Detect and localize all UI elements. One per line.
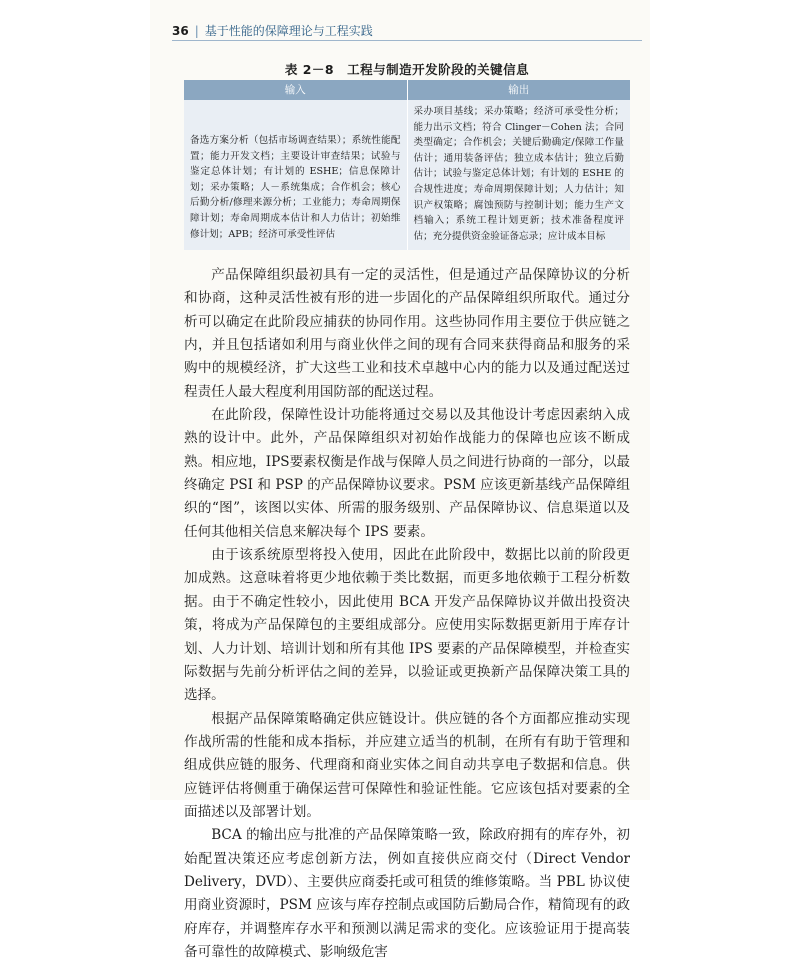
paragraph: 产品保障组织最初具有一定的灵活性，但是通过产品保障协议的分析和协商，这种灵活性被有形的进一步固化的产品保障组织所取代。通过分析可以确定在此阶段应捕获的协同作用。这些协同作用主要位于供应链之内，并且包括诸如利用与商业伙伴之间的现有合同来获得商品和服务的采购中的规模经济，扩大这些工业和技术卓越中心内的能力以及通过配送过程责任人最大程度利用国防部的配送过程。 (184, 267, 630, 400)
paragraph: 根据产品保障策略确定供应链设计。供应链的各个方面都应推动实现作战所需的性能和成本指标，并应建立适当的机制，在所有有助于管理和组成供应链的服务、代理商和商业实体之间自动共享电子数据和信息。供应链评估将侧重于确保运营可保障性和验证性能。它应该包括对要素的全面描述以及部署计划。 (184, 710, 630, 820)
key-info-table (184, 80, 630, 250)
output-cell (408, 100, 631, 250)
column-header-output: 输出 (508, 84, 530, 96)
input-cell-text: 备选方案分析（包括市场调查结果）；系统性能配置；能力开发文档；主要设计审查结果；试验与鉴定总体计划；有计划的 ESHE；信息保障计划；采办策略；人－系统集成；合作机会；核心后勤分析/修理来源分析；工业能力；寿命周期保障计划；寿命周期成本估计和人力估计；初始维修计划；APB；经济可承受性评估 (190, 135, 401, 240)
header-separator: | (194, 23, 199, 38)
input-cell (184, 100, 408, 250)
paragraph: BCA 的输出应与批准的产品保障策略一致，除政府拥有的库存外，初始配置决策还应考虑创新方法，例如直接供应商交付（Direct Vendor Delivery，DVD）、主要供应商委托或可租赁的维修策略。当 PBL 协议使用商业资源时，PSM 应该与库存控制点或国防后勤局合作，精简现有的政府库存，并调整库存水平和预测以满足需求的变化。应该验证用于提高装备可靠性的故障模式、影响级危害 (184, 827, 630, 960)
table-header-row (184, 80, 630, 100)
table-row (184, 100, 630, 250)
running-header (172, 22, 642, 39)
output-cell-text: 采办项目基线；采办策略；经济可承受性分析；能力出示文档；符合 Clinger－Cohen 法；合同类型确定；合作机会；关键后勤确定/保障工作量估计；通用装备评估；独立成本估计；独立后勤估计；试验与鉴定总体计划；有计划的 ESHE 的合规性进度；寿命周期保障计划；人力估计；知识产权策略；腐蚀预防与控制计划；能力生产文档输入；系统工程计划更新；技术准备程度评估；充分提供资金验证备忘录；应计成本目标 (413, 106, 624, 242)
column-header-input: 输入 (184, 80, 408, 100)
header-rule (172, 40, 642, 41)
book-title: 基于性能的保障理论与工程实践 (204, 24, 373, 38)
page-number: 36 (172, 23, 189, 38)
paragraph: 由于该系统原型将投入使用，因此在此阶段中，数据比以前的阶段更加成熟。这意味着将更少地依赖于类比数据，而更多地依赖于工程分析数据。由于不确定性较小，因此使用 BCA 开发产品保障协议并做出投资决策，将成为产品保障包的主要组成部分。应使用实际数据更新用于库存计划、人力计划、培训计划和所有其他 IPS 要素的产品保障模型，并检查实际数据与先前分析评估之间的差异，以验证或更换新产品保障决策工具的选择。 (184, 547, 630, 704)
body-text (184, 264, 630, 964)
paragraph: 在此阶段，保障性设计功能将通过交易以及其他设计考虑因素纳入成熟的设计中。此外，产品保障组织对初始作战能力的保障也应该不断成熟。相应地，IPS要素权衡是作战与保障人员之间进行协商的一部分，以最终确定 PSI 和 PSP 的产品保障协议要求。PSM 应该更新基线产品保障组织的“图”，该图以实体、所需的服务级别、产品保障协议、信息渠道以及任何其他相关信息来解决每个 IPS 要素。 (184, 407, 630, 540)
table-caption: 表 2－8 工程与制造开发阶段的关键信息 (284, 62, 530, 77)
